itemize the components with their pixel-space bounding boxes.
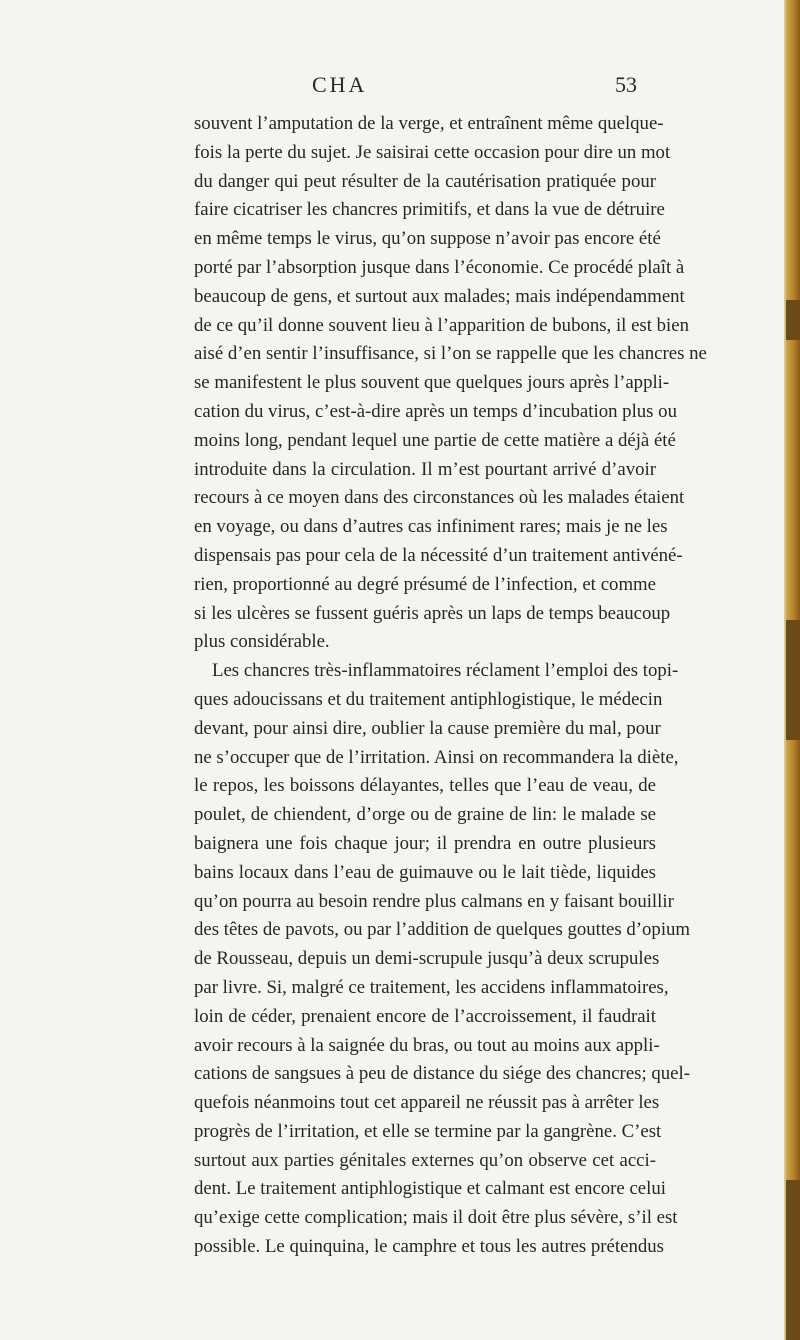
edge-mark [786,1180,800,1340]
text-line: fois la perte du sujet. Je saisirai cette occasion pour dire un mot [194,141,671,163]
text-line: souvent l’amputation de la verge, et entraînent même quelque- [194,113,664,134]
text-line: beaucoup de gens, et surtout aux malades; mais indépendamment [194,285,685,307]
page-number: 53 [615,72,637,97]
text-line: quefois néanmoins tout cet appareil ne réussit pas à arrêter les [194,1092,660,1114]
text-line: le repos, les boissons délayantes, telles que l’eau de veau, de [194,775,656,797]
text-line: dent. Le traitement antiphlogistique et calmant est encore celui [194,1178,666,1200]
text-line: progrès de l’irritation, et elle se termine par la gangrène. C’est [194,1120,662,1142]
text-line: cations de sangsues à peu de distance du siége des chancres; quel- [194,1063,690,1085]
text-line: qu’exige cette complication; mais il doit être plus sévère, s’il est [194,1207,678,1229]
text-line: se manifestent le plus souvent que quelques jours après l’appli- [194,372,670,394]
paragraph-first-line: Les chancres très-inflammatoires réclament l’emploi des topi- [212,660,679,682]
edge-mark [786,300,800,340]
text-line: introduite dans la circulation. Il m’est pourtant arrivé d’avoir [194,458,656,480]
text-line: de Rousseau, depuis un demi-scrupule jusqu’à deux scrupules [194,948,660,970]
text-line: possible. Le quinquina, le camphre et tous les autres prétendus [194,1236,664,1258]
text-line: plus considérable. [194,631,330,653]
text-line: ne s’occuper que de l’irritation. Ainsi on recommandera la diète, [194,746,679,768]
running-title: CHA [312,72,368,97]
text-line: aisé d’en sentir l’insuffisance, si l’on se rappelle que les chancres ne [194,343,707,365]
text-line: bains locaux dans l’eau de guimauve ou le lait tiède, liquides [194,861,656,883]
page-header [0,72,800,102]
text-line: qu’on pourra au besoin rendre plus calmans en y faisant bouillir [194,890,674,912]
text-line: dispensais pas pour cela de la nécessité d’un traitement antivéné- [194,544,683,566]
edge-mark [786,620,800,740]
text-line: rien, proportionné au degré présumé de l’infection, et comme [194,573,656,595]
text-line: devant, pour ainsi dire, oublier la cause première du mal, pour [194,717,661,739]
text-line: des têtes de pavots, ou par l’addition de quelques gouttes d’opium [194,919,691,941]
text-line: cation du virus, c’est-à-dire après un temps d’incubation plus ou [194,400,677,422]
text-line: poulet, de chiendent, d’orge ou de graine de lin: le malade se [194,804,656,826]
text-line: baignera une fois chaque jour; il prendra en outre plusieurs [194,832,656,854]
text-line: moins long, pendant lequel une partie de cette matière a déjà été [194,429,676,451]
text-line: faire cicatriser les chancres primitifs, et dans la vue de détruire [194,199,665,221]
text-line: en même temps le virus, qu’on suppose n’avoir pas encore été [194,228,661,250]
text-line: de ce qu’il donne souvent lieu à l’apparition de bubons, il est bien [194,314,689,336]
text-line: du danger qui peut résulter de la cautérisation pratiquée pour [194,170,656,192]
body-text [194,110,707,1262]
text-line: loin de céder, prenaient encore de l’accroissement, il faudrait [194,1005,656,1027]
text-line: avoir recours à la saignée du bras, ou tout au moins aux appli- [194,1034,660,1056]
book-edge [784,0,800,1340]
text-line: recours à ce moyen dans des circonstances où les malades étaient [194,487,685,509]
text-line: porté par l’absorption jusque dans l’économie. Ce procédé plaît à [194,256,685,278]
text-line: si les ulcères se fussent guéris après un laps de temps beaucoup [194,602,671,624]
text-line: par livre. Si, malgré ce traitement, les accidens inflammatoires, [194,976,669,998]
text-line: en voyage, ou dans d’autres cas infiniment rares; mais je ne les [194,516,668,538]
text-line: surtout aux parties génitales externes qu’on observe cet acci- [194,1149,656,1171]
text-line: ques adoucissans et du traitement antiphlogistique, le médecin [194,688,663,710]
